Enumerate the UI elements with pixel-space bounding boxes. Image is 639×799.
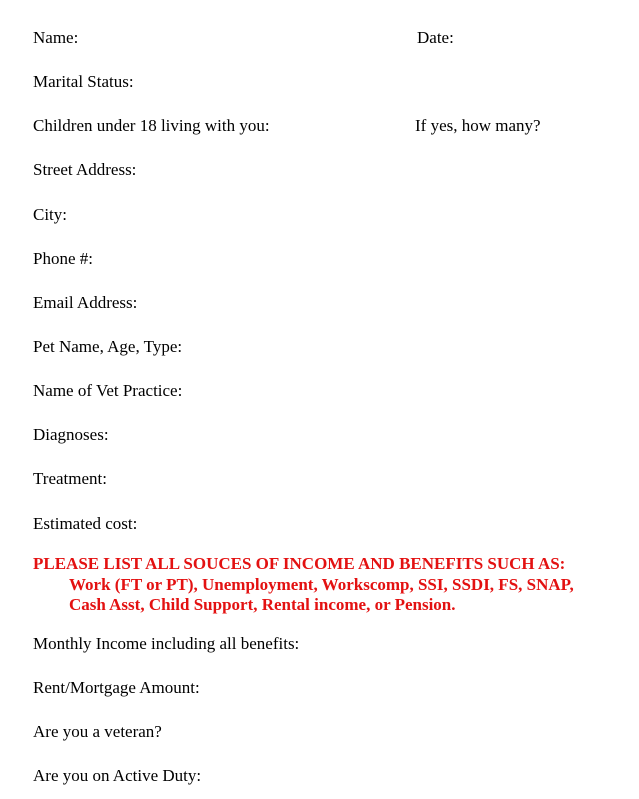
income-notice-heading: PLEASE LIST ALL SOUCES OF INCOME AND BENEFITS SUCH AS: (33, 554, 566, 573)
field-label-pet-info: Pet Name, Age, Type: (33, 337, 183, 356)
field-label-monthly-income: Monthly Income including all benefits: (33, 634, 300, 653)
field-label-email: Email Address: (33, 293, 138, 312)
field-label-treatment: Treatment: (33, 469, 107, 488)
income-notice-line3: Cash Asst, Child Support, Rental income, or Pension. (69, 595, 456, 614)
field-label-name: Name: (33, 28, 79, 47)
field-label-active-duty: Are you on Active Duty: (33, 766, 202, 785)
field-label-street-address: Street Address: (33, 160, 137, 179)
field-label-estimated-cost: Estimated cost: (33, 514, 138, 533)
field-label-marital-status: Marital Status: (33, 72, 134, 91)
field-label-rent-mortgage: Rent/Mortgage Amount: (33, 678, 200, 697)
field-label-children: Children under 18 living with you: (33, 116, 270, 135)
field-label-if-yes-how-many: If yes, how many? (415, 116, 541, 135)
field-label-date: Date: (417, 28, 454, 47)
income-notice-line2: Work (FT or PT), Unemployment, Workscomp, SSI, SSDI, FS, SNAP, (69, 575, 574, 594)
field-label-veteran: Are you a veteran? (33, 722, 162, 741)
field-label-vet-practice: Name of Vet Practice: (33, 381, 183, 400)
field-label-diagnoses: Diagnoses: (33, 425, 109, 444)
field-label-city: City: (33, 205, 68, 224)
field-label-phone: Phone #: (33, 249, 93, 268)
